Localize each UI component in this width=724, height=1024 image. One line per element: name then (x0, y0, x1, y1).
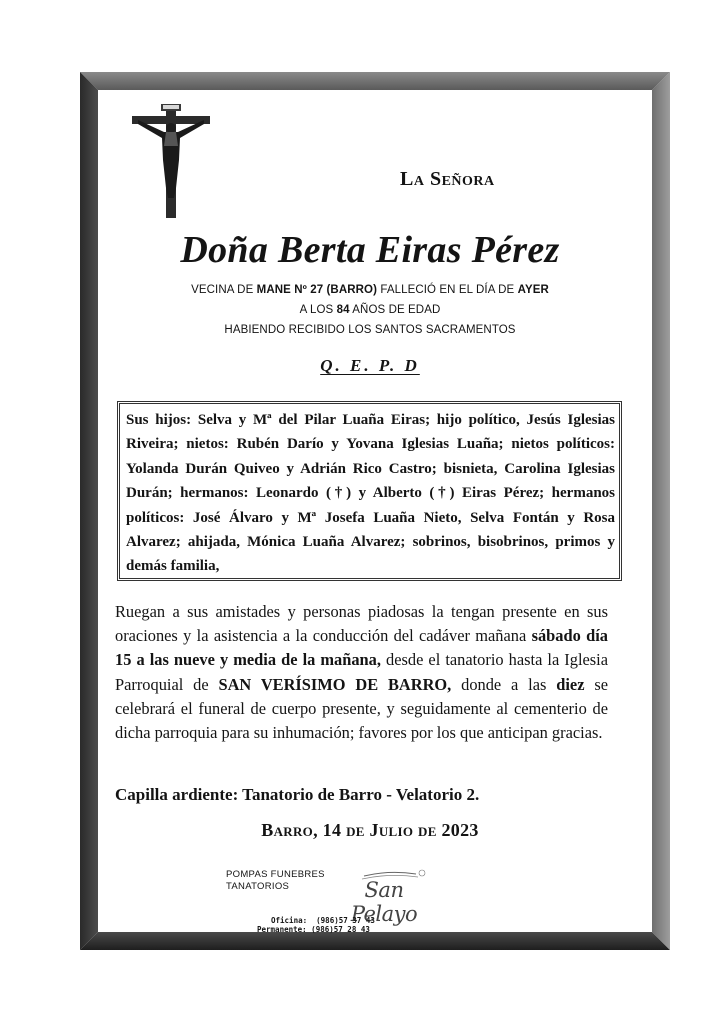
info-line-age (130, 304, 610, 316)
info-line1-address: MANE Nº 27 (BARRO) (256, 284, 378, 296)
info-line1-pre: VECINA DE (191, 284, 257, 296)
body-part-1: Ruegan a sus amistades y personas piadosas la tengan presente en sus oraciones y la asistencia a la conducción del cadáver mañana (115, 602, 608, 646)
info-line1-mid: FALLECIÓ EN EL DÍA DE (377, 284, 518, 296)
logo-text: San Pelayo (350, 878, 418, 926)
body-hour: diez (556, 674, 585, 694)
office-phone: Oficina: (986)57 37 43 (271, 916, 375, 925)
frame-top-edge (80, 72, 670, 90)
crucifix-icon (130, 102, 212, 220)
chapel-info: Capilla ardiente: Tanatorio de Barro - Velatorio 2. (115, 785, 480, 804)
family-box (117, 401, 622, 581)
info-line-residence (130, 284, 610, 296)
body-church: SAN VERÍSIMO DE BARRO, (218, 674, 452, 694)
funeral-details (115, 600, 608, 745)
qepd-label: Q. E. P. D (320, 356, 420, 375)
san-pelayo-logo (334, 868, 434, 926)
info-line2-age: 84 (336, 304, 350, 316)
family-list: Sus hijos: Selva y Mª del Pilar Luaña Eiras; hijo político, Jesús Iglesias Riveira; nietos: Rubén Darío y Yovana Iglesias Luaña; nietos políticos: Yolanda Durán Quiveo y Adrián Rico Castro; bisnieta, Carolina Iglesias Durán; hermanos: Leonardo (†) y Alberto (†) Eiras Pérez; hermanos políticos: José Álvaro y Mª Josefa Luaña Nieto, Selva Fontán y Rosa Alvarez; ahijada, Mónica Luaña Alvarez; sobrinos, bisobrinos, primos y demás familia, (126, 412, 615, 575)
body-part-3: donde a las (451, 674, 557, 694)
heading-la-senora: La Señora (400, 168, 495, 190)
permanent-phone: Permanente: (986)57 28 43 (257, 925, 370, 934)
deceased-name: Doña Berta Eiras Pérez (180, 229, 560, 271)
info-line2-post: AÑOS DE EDAD (349, 304, 441, 316)
body-part-2: desde el tanatorio hasta la Iglesia Parroquial de (115, 650, 609, 694)
body-part-4: se celebrará el funeral de cuerpo presente, y seguidamente al cementerio de dicha parroquia para su inhumación; favores por los que anticipan gracias. (115, 674, 608, 743)
frame-left-edge (80, 72, 98, 950)
funeral-home-line2: TANATORIOS (226, 881, 290, 892)
info-line1-day: AYER (517, 284, 549, 296)
funeral-home-line1: POMPAS FUNEBRES (226, 869, 325, 880)
frame-right-edge (652, 72, 670, 950)
info-line2-pre: A LOS (299, 304, 337, 316)
info-line-sacraments: HABIENDO RECIBIDO LOS SANTOS SACRAMENTOS (224, 324, 516, 336)
place-date: Barro, 14 de Julio de 2023 (261, 820, 479, 840)
body-time: sábado día 15 a las nueve y media de la mañana, (115, 626, 608, 670)
